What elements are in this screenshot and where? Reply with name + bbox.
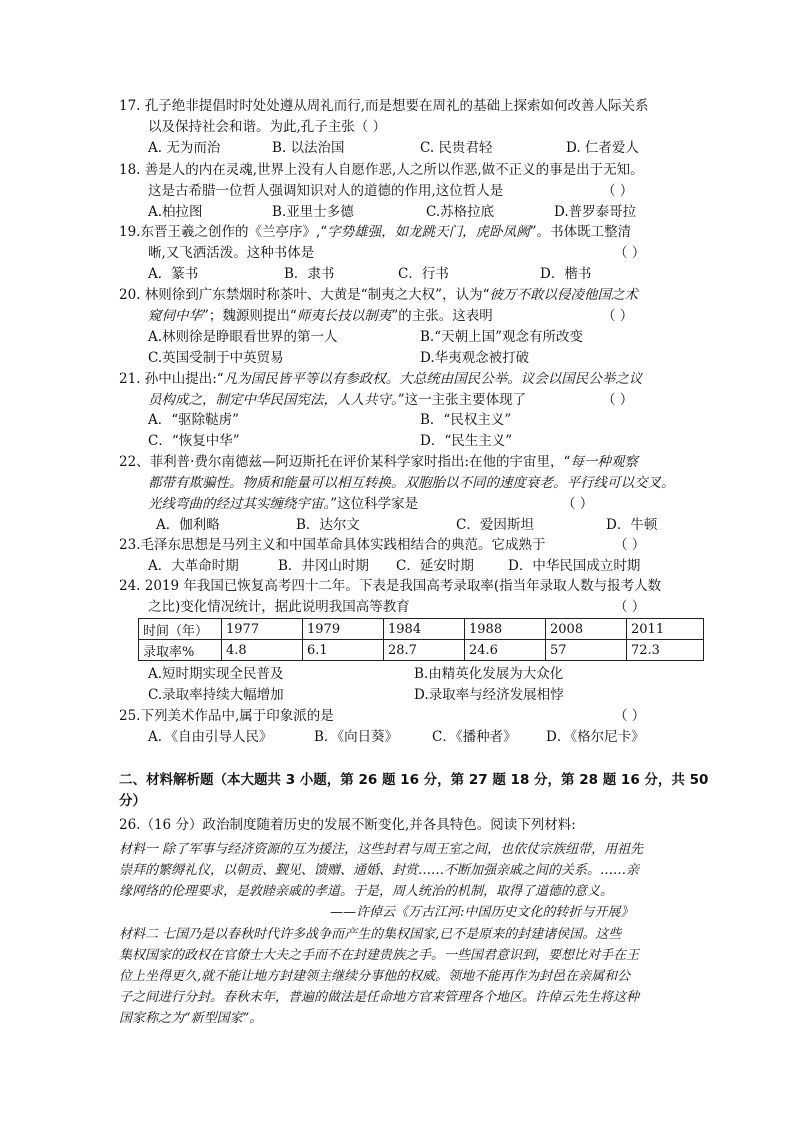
q24-option-d: D.录取率与经济发展相悖 [414,687,564,703]
q23-option-a: A．大革命时期 [148,558,239,574]
table-cell: 时间（年） [139,619,222,640]
q24-option-a: A.短时期实现全民普及 [148,666,284,682]
q18-stem-line1: 18. 善是人的内在灵魂,世界上没有人自愿作恶,人之所以作恶,做不正义的事是出于无知。 [119,162,644,178]
q22-option-a: A．伽利略 [156,517,220,533]
q23-stem-line1: 23.毛泽东思想是马列主义和中国革命具体实践相结合的典范。它成熟于 [119,537,546,553]
q23-option-c: C．延安时期 [396,558,474,574]
table-cell: 24.6 [465,640,546,661]
q21-option-a: A．“驱除鞑虏” [148,412,240,428]
table-cell: 28.7 [384,640,465,661]
table-cell: 录取率% [139,640,222,661]
q17-option-c: C. 民贵君轻 [420,140,493,156]
table-cell: 1988 [465,619,546,640]
q24-option-b: B.由精英化发展为大众化 [414,666,564,682]
q19-quote: 字势雄强，如龙跳天门，虎卧凤阙 [327,224,530,240]
material-2-line2: 集权国家的政权在官僚士大夫之手而不在封建贵族之手。一些国君意识到，要想比对手在王 [119,948,640,963]
q20-quote-2: 师夷长技以制夷 [296,308,392,324]
q24-option-c: C.录取率持续大幅增加 [148,687,284,703]
q19-option-a: A．篆书 [148,266,199,282]
q25-option-c: C．《播种者》 [432,729,517,745]
q18-stem-line2: 这是古希腊一位哲人强调知识对人的道德的作用,这位哲人是 [148,183,504,199]
q22-answer-paren: （ ） [562,496,594,512]
q21-option-b: B．“民权主义” [420,412,512,428]
q25-answer-paren: （ ） [614,708,646,724]
q21-quote: 凡为国民皆平等以有参政权。大总统由国民公举。议会以国民公举之议 [223,371,643,387]
q20-stem-line1 [119,285,638,305]
table-cell: 6.1 [303,640,384,661]
q20-quote-1-end: 窥伺中华 [148,308,202,324]
q17-stem-line1: 17. 孔子绝非提倡时时处处遵从周礼而行,而是想要在周礼的基础上探索如何改善人际关系 [119,98,649,114]
section-2-heading: 二、材料解析题（本大题共 3 小题，第 26 题 16 分，第 27 题 18 分，第 28 题 16 分，共 50 [119,772,709,788]
q22-option-b: B．达尔文 [296,517,360,533]
q22-option-c: C．爱因斯坦 [456,517,534,533]
q19-answer-paren: （ ） [614,245,646,261]
q20-option-a: A.林则徐是睁眼看世界的第一人 [148,329,338,345]
q23-answer-paren: （ ） [614,537,646,553]
q22-quote-start: 每一种观察 [570,454,638,470]
table-cell: 1979 [303,619,384,640]
q20-option-b: B.“天朝上国”观念有所改变 [420,329,584,345]
material-1-line1: 材料一 除了军事与经济资源的互为援注，这些封君与周王室之间，也依仗宗族纽带，用祖先 [119,842,644,857]
q21-stem-line1 [119,369,642,389]
q20-answer-paren: （ ） [602,308,634,324]
q18-answer-paren: （ ） [602,183,634,199]
q17-option-b: B. 以法治国 [272,140,345,156]
material-1-line2: 崇拜的繁缛礼仪，以朝贡、觐见、馈赠、通婚、封赏……不断加强亲戚之间的关系。……亲 [119,863,640,878]
table-header-row [139,619,704,640]
q20-option-d: D.华夷观念被打破 [420,350,530,366]
q24-stem-line2: 之比)变化情况统计，据此说明我国高等教育 [148,599,410,615]
material-2-line1: 材料二 七国乃是以春秋时代许多战争而产生的集权国家,已不是原来的封建诸侯国。这些 [119,927,622,942]
q19-text-a: 19.东晋王羲之创作的《兰亭序》,“ [119,224,328,240]
q20-text-b: ”；魏源则提出“ [202,308,297,324]
table-cell: 4.8 [222,640,303,661]
q19-stem-line1 [119,222,631,242]
q22-option-d: D．牛顿 [606,517,658,533]
q19-stem-line2: 晰,又飞洒活泼。这种书体是 [148,245,315,261]
q22-quote-end: 光线弯曲的经过其实缠绕宇宙。 [148,496,331,512]
material-2-line3: 位上坐得更久,就不能让地方封建领主继续分事他的权威。领地不能再作为封邑在亲属和公 [119,969,631,984]
q21-answer-paren: （ ） [602,392,634,408]
table-cell: 2008 [546,619,627,640]
q22-stem-line3 [148,494,418,514]
q25-option-b: B．《向日葵》 [314,729,399,745]
q24-answer-paren: （ ） [614,599,646,615]
q19-text-c: ”。书体既工整清 [529,224,632,240]
table-row [139,640,704,661]
q18-option-b: B.亚里士多德 [272,204,354,220]
q20-option-c: C.英国受制于中英贸易 [148,350,284,366]
section-2-heading-cont: 分） [119,793,146,809]
q17-option-a: A. 无为而治 [148,140,221,156]
material-1-source: ——许倬云《万古江河:中国历史文化的转折与开展》 [330,905,634,920]
q20-text-a: 20. 林则徐到广东禁烟时称茶叶、大黄是“制夷之大权”，认为“ [119,287,490,303]
q25-option-a: A．《自由引导人民》 [148,729,273,745]
q21-text-a: 21. 孙中山提出:“ [119,371,224,387]
q21-quote-end: 员构成之，制定中华民国宪法，人人共守。 [148,392,398,408]
q25-option-d: D．《格尔尼卡》 [546,729,645,745]
q22-stem-line2: 都带有欺骗性。物质和能量可以相互转换。双胞胎以不同的速度衰老。平行线可以交叉。 [148,475,675,491]
q17-stem-line2: 以及保持社会和谐。为此,孔子主张（ ） [148,119,387,135]
table-cell: 1984 [384,619,465,640]
table-cell: 57 [546,640,627,661]
table-cell: 2011 [627,619,704,640]
q19-option-d: D．楷书 [540,266,592,282]
material-1-line3: 缘网络的伦理要求，是敦睦亲戚的孝道。于是，周人统治的机制，取得了道德的意义。 [119,884,614,899]
table-cell: 1977 [222,619,303,640]
q22-stem-line1 [119,452,638,472]
q19-option-b: B．隶书 [284,266,335,282]
q19-option-c: C．行书 [398,266,449,282]
q23-option-d: D．中华民国成立时期 [508,558,641,574]
q26-intro: 26.（16 分）政治制度随着历史的发展不断变化,并各具特色。阅读下列材料: [119,817,576,833]
q22-text-b: ”这位科学家是 [330,496,419,512]
q18-option-c: C.苏格拉底 [426,204,495,220]
q23-option-b: B．井冈山时期 [278,558,369,574]
admission-rate-table [138,618,704,661]
q24-stem-line1: 24. 2019 年我国已恢复高考四十二年。下表是我国高考录取率(指当年录取人数与报考人数 [119,578,662,594]
q25-stem-line1: 25.下列美术作品中,属于印象派的是 [119,708,334,724]
q20-text-d: ”的主张。这表明 [391,308,493,324]
material-2-line5: 国家称之为“新型国家”。 [119,1011,263,1026]
material-2-line4: 子之间进行分封。春秋末年，普遍的做法是任命地方官来管理各个地区。许倬云先生将这种 [119,990,640,1005]
q20-stem-line2 [148,306,493,326]
q21-text-b: ”这一主张主要体现了 [397,392,527,408]
q22-text-a: 22、菲利普·费尔南德兹—阿迈斯托在评价某科学家时指出:在他的宇宙里，“ [119,454,571,470]
q20-quote-1: 彼万不敢以侵凌他国之术 [489,287,638,303]
q18-option-a: A.柏拉图 [148,204,203,220]
q17-option-d: D. 仁者爱人 [566,140,639,156]
q21-stem-line2 [148,390,526,410]
q18-option-d: D.普罗泰哥拉 [554,204,637,220]
table-cell: 72.3 [627,640,704,661]
q21-option-c: C．“恢复中华” [148,433,240,449]
q21-option-d: D．“民生主义” [420,433,513,449]
